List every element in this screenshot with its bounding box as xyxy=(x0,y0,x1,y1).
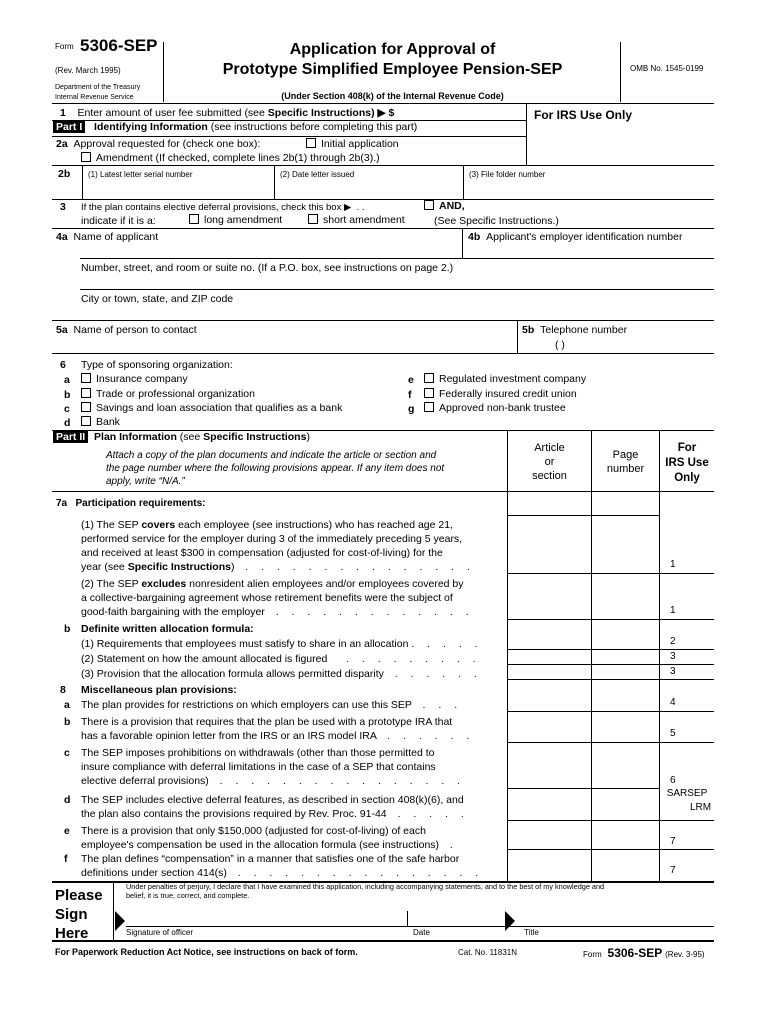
irs-code-8a: 4 xyxy=(670,697,676,708)
form-title-line1: Application for Approval of xyxy=(289,41,496,58)
item-7b3: (3) Provision that the allocation formula allows permitted disparity . . . . . . xyxy=(81,668,482,680)
letter-serial-label: (1) Latest letter serial number xyxy=(88,170,193,179)
line6-title: Type of sponsoring organization: xyxy=(81,359,233,371)
line8c-letter: c xyxy=(64,747,70,759)
form-number: 5306-SEP xyxy=(80,36,158,55)
paperwork-notice: For Paperwork Reduction Act Notice, see instructions on back of form. xyxy=(55,947,358,957)
org-credit-union[interactable]: Federally insured credit union xyxy=(424,388,577,401)
line3-number: 3 xyxy=(60,201,66,213)
irs-code-7b3: 3 xyxy=(670,666,676,677)
line3-indicate: indicate if it is a: xyxy=(81,215,156,227)
elective-deferral-option[interactable]: AND, xyxy=(424,200,465,213)
date-field[interactable] xyxy=(410,908,502,926)
file-folder-label: (3) File folder number xyxy=(469,170,546,179)
part2-header: Part II Plan Information (see Specific Instructions) xyxy=(53,431,310,444)
org-letter-a: a xyxy=(64,374,70,386)
date-letter-issued-label: (2) Date letter issued xyxy=(280,170,355,179)
long-amendment-option[interactable]: long amendment xyxy=(189,214,282,227)
irs-code-7a1: 1 xyxy=(670,559,676,570)
line3-see-instructions: (See Specific Instructions.) xyxy=(434,215,559,227)
part2-instructions-line3: apply, write “N/A.” xyxy=(106,476,185,487)
amendment-option[interactable]: Amendment (If checked, complete lines 2b(1) through 2b(3).) xyxy=(81,152,380,165)
item-8e-line2: employee's compensation be used in the allocation formula (see instructions) . xyxy=(81,839,458,851)
date-label: Date xyxy=(413,928,430,937)
initial-application-option[interactable]: Initial application xyxy=(306,138,399,151)
form-title-line2: Prototype Simplified Employee Pension-SEP xyxy=(222,61,563,78)
catalog-number: Cat. No. 11831N xyxy=(458,948,517,957)
line8-title: Miscellaneous plan provisions: xyxy=(81,684,237,696)
title-label: Title xyxy=(524,928,539,937)
short-amendment-option[interactable]: short amendment xyxy=(308,214,405,227)
line7a-label: 7a Participation requirements: xyxy=(56,498,206,509)
initial-application-checkbox[interactable] xyxy=(306,138,316,148)
org-non-bank-trustee[interactable]: Approved non-bank trustee xyxy=(424,402,566,415)
org-letter-b: b xyxy=(64,389,71,401)
irs-code-8f: 7 xyxy=(670,865,676,876)
irs-code-8d-sarsep: SARSEP xyxy=(666,788,708,799)
title-arrow-icon xyxy=(504,910,516,932)
item-7a2-line2: a collective-bargaining agreement whose retirement benefits were the subject of xyxy=(81,592,453,604)
irs-code-8b: 5 xyxy=(670,728,676,739)
part2-instructions-line1: Attach a copy of the plan documents and indicate the article or section and xyxy=(106,450,437,461)
page-number-header: Page number xyxy=(606,449,645,475)
bank-checkbox[interactable] xyxy=(81,416,91,426)
footer-form-id: Form 5306-SEP (Rev. 3-95) xyxy=(583,946,705,960)
street-address-label: Number, street, and room or suite no. (If a P.O. box, see instructions on page 2.) xyxy=(81,262,454,274)
line4b-label: 4b Applicant's employer identification number xyxy=(468,231,683,243)
article-7a1-field[interactable] xyxy=(508,574,590,618)
signature-field[interactable] xyxy=(126,908,406,926)
item-8b-line1: There is a provision that requires that the plan be used with a prototype IRA that xyxy=(81,716,453,728)
line5a-label: 5a Name of person to contact xyxy=(56,324,197,336)
omb-number: OMB No. 1545-0199 xyxy=(630,64,704,73)
part2-instructions-line2: the page number where the following provisions appear. If any item does not xyxy=(106,463,445,474)
irs-code-7a2: 1 xyxy=(670,605,676,616)
item-8e-line1: There is a provision that only $150,000 (adjusted for cost-of-living) of each xyxy=(81,825,426,837)
org-letter-e: e xyxy=(408,374,414,386)
telephone-area-code: ( ) xyxy=(555,339,565,351)
savings-loan-checkbox[interactable] xyxy=(81,402,91,412)
line7b-letter: b xyxy=(64,623,71,635)
line4a-label: 4a Name of applicant xyxy=(56,231,159,243)
article-section-header: Article or section xyxy=(532,442,567,482)
org-letter-f: f xyxy=(408,389,412,401)
line7b-title: Definite written allocation formula: xyxy=(81,623,254,635)
irs-code-8e: 7 xyxy=(670,836,676,847)
line8d-letter: d xyxy=(64,794,71,806)
line8e-letter: e xyxy=(64,825,70,837)
org-letter-g: g xyxy=(408,403,415,415)
org-insurance-company[interactable]: Insurance company xyxy=(81,373,188,386)
form-subtitle: (Under Section 408(k) of the Internal Revenue Code) xyxy=(281,91,504,101)
item-8c-line1: The SEP imposes prohibitions on withdrawals (other than those permitted to xyxy=(81,747,435,759)
page-7a1-field[interactable] xyxy=(592,574,658,618)
user-fee-field[interactable] xyxy=(430,107,525,119)
item-8c-line2: insure compliance with deferral limitations in the case of a SEP that contains xyxy=(81,761,436,773)
perjury-statement-line1: Under penalties of perjury, I declare that I have examined this application, including accompanying statements, and to the best of my knowledge and xyxy=(126,882,605,891)
elective-deferral-checkbox[interactable] xyxy=(424,200,434,210)
line2a-label: 2a Approval requested for (check one box): xyxy=(56,138,261,150)
org-regulated-investment[interactable]: Regulated investment company xyxy=(424,373,586,386)
irs-code-8c: 6 xyxy=(670,775,676,786)
agency-line: Internal Revenue Service xyxy=(55,94,134,101)
trade-professional-checkbox[interactable] xyxy=(81,388,91,398)
department-line: Department of the Treasury xyxy=(55,84,141,91)
item-8f-line1: The plan defines “compensation” in a manner that satisfies one of the safe harbor xyxy=(81,853,460,865)
org-bank[interactable]: Bank xyxy=(81,416,120,429)
item-7a2-line3: good-faith bargaining with the employer . . . . . . . . . . . . . xyxy=(81,606,474,618)
item-7a1-line1: (1) The SEP covers each employee (see instructions) who has reached age 21, xyxy=(81,519,454,531)
short-amendment-checkbox[interactable] xyxy=(308,214,318,224)
item-7a1-line3: and received at least $300 in compensation (adjusted for cost-of-living) for the xyxy=(81,547,443,559)
item-7a1-line4: year (see Specific Instructions) . . . . . . . . . . . . . . . xyxy=(81,561,475,573)
non-bank-trustee-checkbox[interactable] xyxy=(424,402,434,412)
please-sign-here: Please Sign Here xyxy=(55,887,103,942)
irs-use-only-column-header: For IRS Use Only xyxy=(665,442,709,484)
line8a-letter: a xyxy=(64,699,70,711)
credit-union-checkbox[interactable] xyxy=(424,388,434,398)
line8f-letter: f xyxy=(64,853,68,865)
item-7a2-line1: (2) The SEP excludes nonresident alien employees and/or employees covered by xyxy=(81,578,464,590)
line2b-number: 2b xyxy=(58,168,71,180)
revision-date: (Rev. March 1995) xyxy=(55,66,121,75)
line8-number: 8 xyxy=(60,684,66,696)
regulated-investment-checkbox[interactable] xyxy=(424,373,434,383)
line6-number: 6 xyxy=(60,359,66,371)
city-state-zip-label: City or town, state, and ZIP code xyxy=(81,293,234,305)
irs-use-only-header: For IRS Use Only xyxy=(534,108,633,122)
insurance-company-checkbox[interactable] xyxy=(81,373,91,383)
irs-code-7b2: 3 xyxy=(670,651,676,662)
signature-arrow-icon xyxy=(114,910,126,932)
item-7b1: (1) Requirements that employees must satisfy to share in an allocation . . . . . xyxy=(81,638,483,650)
org-trade-professional[interactable]: Trade or professional organization xyxy=(81,388,255,401)
part1-header: Part I Identifying Information (see instructions before completing this part) xyxy=(53,121,417,134)
org-letter-c: c xyxy=(64,403,70,415)
form-label: Form xyxy=(55,42,74,51)
long-amendment-checkbox[interactable] xyxy=(189,214,199,224)
signature-label: Signature of officer xyxy=(126,928,194,937)
item-8d-line2: the plan also contains the provisions required by Rev. Proc. 91-44 . . . . . xyxy=(81,808,469,820)
item-8b-line2: has a favorable opinion letter from the IRS or an IRS model IRA . . . . . . xyxy=(81,730,475,742)
item-8a: The plan provides for restrictions on which employers can use this SEP . . . xyxy=(81,699,463,711)
item-7a1-line2: performed service for the employer during 3 of the immediately preceding 5 years, xyxy=(81,533,463,545)
org-letter-d: d xyxy=(64,417,71,429)
item-8c-line3: elective deferral provisions) . . . . . . . . . . . . . . . . xyxy=(81,775,466,787)
line8b-letter: b xyxy=(64,716,71,728)
line3-text: If the plan contains elective deferral provisions, check this box ▶ . . xyxy=(81,202,365,213)
org-savings-loan[interactable]: Savings and loan association that qualifies as a bank xyxy=(81,402,342,415)
item-7b2: (2) Statement on how the amount allocated is figured . . . . . . . . . xyxy=(81,653,481,665)
irs-code-8d-lrm: LRM xyxy=(690,802,712,813)
item-8f-line2: definitions under section 414(s) . . . . . . . . . . . . . . . . xyxy=(81,867,484,879)
title-field[interactable] xyxy=(520,908,712,926)
perjury-statement-line2: belief, it is true, correct, and complete. xyxy=(126,891,250,900)
irs-code-7b1: 2 xyxy=(670,636,676,647)
line1-label: 1 Enter amount of user fee submitted (see Specific Instructions) ▶ $ xyxy=(60,107,395,119)
item-8d-line1: The SEP includes elective deferral features, as described in section 408(k)(6), and xyxy=(81,794,464,806)
line5b-label: 5b Telephone number xyxy=(522,324,628,336)
amendment-checkbox[interactable] xyxy=(81,152,91,162)
